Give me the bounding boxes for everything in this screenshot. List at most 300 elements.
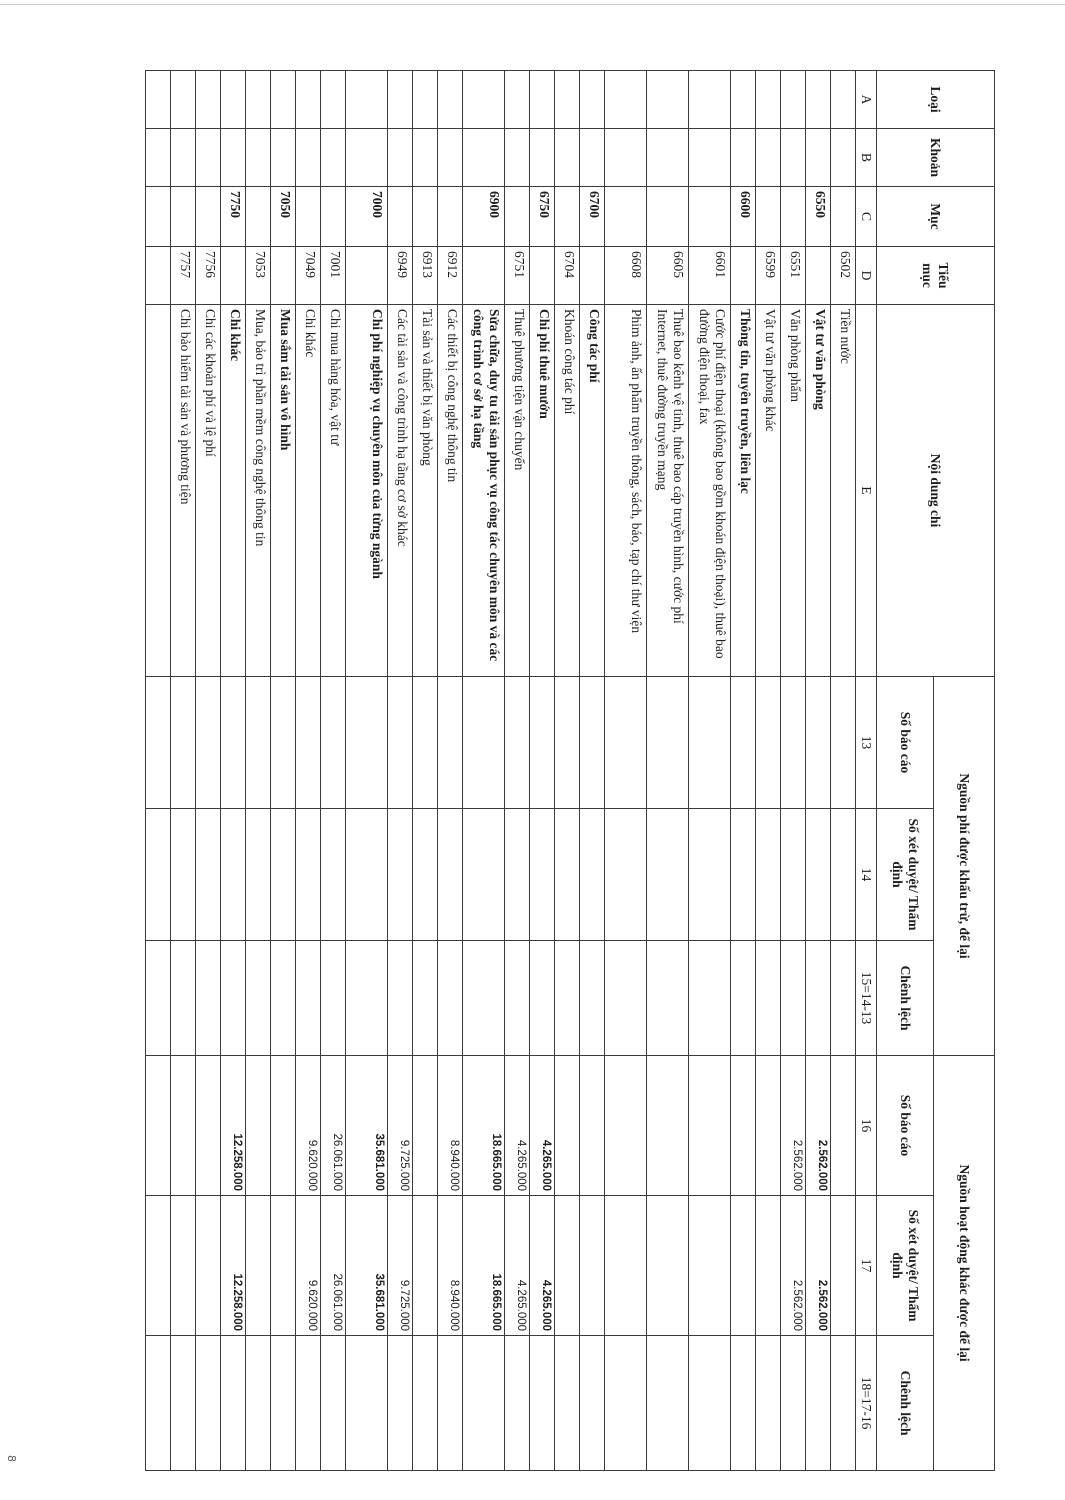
table-row (463, 71, 505, 1471)
so-xet-duyet-14-cell (580, 809, 605, 941)
khoan-cell (605, 129, 647, 187)
empty-cell (146, 941, 171, 1056)
so-bao-cao-13-cell (196, 677, 221, 809)
so-bao-cao-13-cell (438, 677, 463, 809)
chenh-lech-18-cell (271, 1336, 296, 1471)
muc-cell: 6750 (530, 187, 555, 247)
noi-dung-cell: Văn phòng phẩm (781, 305, 806, 677)
tieu-muc-cell: 7757 (171, 247, 196, 305)
chenh-lech-15-cell (530, 941, 555, 1056)
loai-cell (530, 71, 555, 129)
noi-dung-cell: Chi khác (221, 305, 246, 677)
tieu-muc-cell: 6751 (505, 247, 530, 305)
so-bao-cao-16-cell (831, 1056, 856, 1196)
so-xet-duyet-17-cell (413, 1196, 438, 1336)
tieu-muc-cell (731, 247, 756, 305)
khoan-cell (346, 129, 388, 187)
muc-cell (388, 187, 413, 247)
so-bao-cao-13-cell (530, 677, 555, 809)
chenh-lech-18-cell (756, 1336, 781, 1471)
muc-cell (605, 187, 647, 247)
loai-cell (413, 71, 438, 129)
loai-cell (831, 71, 856, 129)
so-bao-cao-16-cell (271, 1056, 296, 1196)
so-xet-duyet-14-cell (221, 809, 246, 941)
so-bao-cao-13-cell (605, 677, 647, 809)
tieu-muc-cell: 6599 (756, 247, 781, 305)
so-xet-duyet-17-cell (731, 1196, 756, 1336)
so-bao-cao-13-cell (413, 677, 438, 809)
so-xet-duyet-17-cell (605, 1196, 647, 1336)
so-bao-cao-16-cell: 4.265.000 (530, 1056, 555, 1196)
tieu-muc-cell: 6949 (388, 247, 413, 305)
loai-cell (438, 71, 463, 129)
tieu-muc-cell (346, 247, 388, 305)
table-row (781, 71, 806, 1471)
so-bao-cao-13-cell (246, 677, 271, 809)
so-xet-duyet-14-cell (806, 809, 831, 941)
rotated-page (70, 70, 995, 1470)
muc-cell (196, 187, 221, 247)
so-xet-duyet-17-cell: 9.725.000 (388, 1196, 413, 1336)
so-bao-cao-16-cell (246, 1056, 271, 1196)
chenh-lech-18-cell (171, 1336, 196, 1471)
table-row (246, 71, 271, 1471)
chenh-lech-18-cell (346, 1336, 388, 1471)
khoan-cell (413, 129, 438, 187)
table-row (530, 71, 555, 1471)
table-row (647, 71, 689, 1471)
so-xet-duyet-17-cell: 18.665.000 (463, 1196, 505, 1336)
empty-cell (146, 677, 171, 809)
muc-cell (689, 187, 731, 247)
khoan-cell (647, 129, 689, 187)
noi-dung-cell: Chi khác (296, 305, 321, 677)
noi-dung-cell: Cước phí điện thoại (không bao gồm khoán điện thoại), thuê bao đường điện thoại, fax (689, 305, 731, 677)
loai-cell (388, 71, 413, 129)
so-xet-duyet-14-cell (505, 809, 530, 941)
so-bao-cao-16-cell (756, 1056, 781, 1196)
khoan-cell (321, 129, 346, 187)
so-bao-cao-16-cell (689, 1056, 731, 1196)
so-bao-cao-13-cell (756, 677, 781, 809)
khoan-cell (221, 129, 246, 187)
tieu-muc-cell: 6912 (438, 247, 463, 305)
muc-cell (831, 187, 856, 247)
so-xet-duyet-14-cell (413, 809, 438, 941)
header-so-xet-duyet-17: Số xét duyệt/ Thẩm định (877, 1196, 934, 1336)
so-xet-duyet-17-cell: 2.562.000 (781, 1196, 806, 1336)
index-cell: A (856, 71, 877, 129)
muc-cell: 6700 (580, 187, 605, 247)
so-xet-duyet-14-cell (271, 809, 296, 941)
khoan-cell (438, 129, 463, 187)
so-bao-cao-16-cell (413, 1056, 438, 1196)
so-xet-duyet-14-cell (605, 809, 647, 941)
loai-cell (647, 71, 689, 129)
so-xet-duyet-14-cell (171, 809, 196, 941)
muc-cell (438, 187, 463, 247)
muc-cell (647, 187, 689, 247)
chenh-lech-15-cell (271, 941, 296, 1056)
noi-dung-cell: Tài sản và thiết bị văn phòng (413, 305, 438, 677)
chenh-lech-18-cell (806, 1336, 831, 1471)
tieu-muc-cell (806, 247, 831, 305)
noi-dung-cell: Thuê bao kênh vệ tinh, thuê bao cáp truyền hình, cước phí Internet, thuê đường truyền mạng (647, 305, 689, 677)
table-row (388, 71, 413, 1471)
tieu-muc-cell: 7049 (296, 247, 321, 305)
chenh-lech-18-cell (246, 1336, 271, 1471)
so-xet-duyet-17-cell: 4.265.000 (530, 1196, 555, 1336)
so-xet-duyet-14-cell (756, 809, 781, 941)
chenh-lech-18-cell (463, 1336, 505, 1471)
table-row (580, 71, 605, 1471)
table-trailing-empty (146, 71, 171, 1471)
so-bao-cao-16-cell: 26.061.000 (321, 1056, 346, 1196)
tieu-muc-cell (530, 247, 555, 305)
header-noi-dung-chi: Nội dung chi (877, 305, 995, 677)
so-bao-cao-16-cell (731, 1056, 756, 1196)
header-group-nguon-phi: Nguồn phí được khấu trừ, để lại (934, 677, 995, 1056)
so-xet-duyet-17-cell (196, 1196, 221, 1336)
index-cell: 13 (856, 677, 877, 809)
chenh-lech-18-cell (580, 1336, 605, 1471)
table-row (221, 71, 246, 1471)
empty-cell (146, 809, 171, 941)
noi-dung-cell: Tiền nước (831, 305, 856, 677)
muc-cell (246, 187, 271, 247)
chenh-lech-15-cell (388, 941, 413, 1056)
loai-cell (196, 71, 221, 129)
header-group-nguon-hoat-dong: Nguồn hoạt động khác được để lại (934, 1056, 995, 1471)
header-tieu-muc: Tiểu mục (877, 247, 995, 305)
index-cell: 15=14-13 (856, 941, 877, 1056)
noi-dung-cell: Sửa chữa, duy tu tài sản phục vụ công tác chuyên môn và các công trình cơ sở hạ tầng (463, 305, 505, 677)
muc-cell: 6900 (463, 187, 505, 247)
empty-cell (146, 305, 171, 677)
noi-dung-cell: Chi mua hàng hóa, vật tư (321, 305, 346, 677)
muc-cell (296, 187, 321, 247)
so-bao-cao-13-cell (781, 677, 806, 809)
header-chenh-lech-18: Chênh lệch (877, 1336, 934, 1471)
noi-dung-cell: Chi bảo hiểm tài sản và phương tiện (171, 305, 196, 677)
noi-dung-cell: Chi các khoản phí và lệ phí (196, 305, 221, 677)
table-row (271, 71, 296, 1471)
empty-cell (146, 1196, 171, 1336)
chenh-lech-18-cell (555, 1336, 580, 1471)
table-row-empty (146, 71, 171, 1471)
chenh-lech-18-cell (647, 1336, 689, 1471)
tieu-muc-cell: 6601 (689, 247, 731, 305)
so-xet-duyet-17-cell: 8.940.000 (438, 1196, 463, 1336)
khoan-cell (555, 129, 580, 187)
so-bao-cao-16-cell (605, 1056, 647, 1196)
so-bao-cao-13-cell (463, 677, 505, 809)
khoan-cell (196, 129, 221, 187)
chenh-lech-18-cell (731, 1336, 756, 1471)
so-xet-duyet-17-cell (831, 1196, 856, 1336)
tieu-muc-cell (580, 247, 605, 305)
khoan-cell (731, 129, 756, 187)
muc-cell: 7000 (346, 187, 388, 247)
loai-cell (171, 71, 196, 129)
chenh-lech-15-cell (221, 941, 246, 1056)
so-xet-duyet-14-cell (246, 809, 271, 941)
table-row (806, 71, 831, 1471)
khoan-cell (530, 129, 555, 187)
so-bao-cao-16-cell (580, 1056, 605, 1196)
noi-dung-cell: Vật tư văn phòng (806, 305, 831, 677)
noi-dung-cell: Thuê phương tiện vận chuyển (505, 305, 530, 677)
loai-cell (221, 71, 246, 129)
so-xet-duyet-14-cell (555, 809, 580, 941)
chenh-lech-18-cell (605, 1336, 647, 1471)
chenh-lech-15-cell (438, 941, 463, 1056)
chenh-lech-18-cell (689, 1336, 731, 1471)
page-number: 8 (5, 1455, 18, 1462)
noi-dung-cell: Khoán công tác phí (555, 305, 580, 677)
so-xet-duyet-17-cell: 12.258.000 (221, 1196, 246, 1336)
chenh-lech-18-cell (221, 1336, 246, 1471)
noi-dung-cell: Mua, bảo trì phần mềm công nghệ thông tin (246, 305, 271, 677)
muc-cell (756, 187, 781, 247)
index-cell: 17 (856, 1196, 877, 1336)
so-xet-duyet-14-cell (388, 809, 413, 941)
khoan-cell (505, 129, 530, 187)
so-bao-cao-13-cell (555, 677, 580, 809)
tieu-muc-cell: 6913 (413, 247, 438, 305)
header-loai: Loại (877, 71, 995, 129)
loai-cell (505, 71, 530, 129)
khoan-cell (388, 129, 413, 187)
so-bao-cao-16-cell: 9.725.000 (388, 1056, 413, 1196)
so-bao-cao-13-cell (580, 677, 605, 809)
loai-cell (321, 71, 346, 129)
so-bao-cao-13-cell (388, 677, 413, 809)
header-row-1 (934, 71, 995, 1471)
so-bao-cao-13-cell (296, 677, 321, 809)
loai-cell (689, 71, 731, 129)
loai-cell (271, 71, 296, 129)
so-xet-duyet-17-cell: 4.265.000 (505, 1196, 530, 1336)
so-bao-cao-16-cell: 4.265.000 (505, 1056, 530, 1196)
index-row (856, 71, 877, 1471)
chenh-lech-18-cell (413, 1336, 438, 1471)
tieu-muc-cell (271, 247, 296, 305)
table-row (756, 71, 781, 1471)
muc-cell: 7750 (221, 187, 246, 247)
empty-cell (146, 129, 171, 187)
loai-cell (781, 71, 806, 129)
muc-cell: 6600 (731, 187, 756, 247)
header-muc: Mục (877, 187, 995, 247)
loai-cell (463, 71, 505, 129)
so-xet-duyet-17-cell (246, 1196, 271, 1336)
table-row (505, 71, 530, 1471)
so-bao-cao-13-cell (806, 677, 831, 809)
chenh-lech-15-cell (171, 941, 196, 1056)
chenh-lech-15-cell (196, 941, 221, 1056)
tieu-muc-cell (221, 247, 246, 305)
so-xet-duyet-14-cell (463, 809, 505, 941)
so-bao-cao-16-cell (555, 1056, 580, 1196)
chenh-lech-15-cell (647, 941, 689, 1056)
table-row (171, 71, 196, 1471)
table-row (689, 71, 731, 1471)
table-row (321, 71, 346, 1471)
so-bao-cao-16-cell: 35.681.000 (346, 1056, 388, 1196)
index-cell: E (856, 305, 877, 677)
tieu-muc-cell (463, 247, 505, 305)
tieu-muc-cell: 7756 (196, 247, 221, 305)
header-chenh-lech-15: Chênh lệch (877, 941, 934, 1056)
so-xet-duyet-17-cell (271, 1196, 296, 1336)
so-bao-cao-13-cell (731, 677, 756, 809)
so-xet-duyet-17-cell: 2.562.000 (806, 1196, 831, 1336)
loai-cell (296, 71, 321, 129)
so-xet-duyet-17-cell (756, 1196, 781, 1336)
chenh-lech-15-cell (413, 941, 438, 1056)
so-xet-duyet-17-cell: 35.681.000 (346, 1196, 388, 1336)
loai-cell (246, 71, 271, 129)
so-xet-duyet-14-cell (689, 809, 731, 941)
index-cell: D (856, 247, 877, 305)
noi-dung-cell: Vật tư văn phòng khác (756, 305, 781, 677)
chenh-lech-15-cell (580, 941, 605, 1056)
so-xet-duyet-17-cell (555, 1196, 580, 1336)
khoan-cell (463, 129, 505, 187)
chenh-lech-15-cell (505, 941, 530, 1056)
table-row (555, 71, 580, 1471)
noi-dung-cell: Mua sắm tài sản vô hình (271, 305, 296, 677)
loai-cell (806, 71, 831, 129)
header-khoan: Khoản (877, 129, 995, 187)
so-xet-duyet-14-cell (731, 809, 756, 941)
tieu-muc-cell: 7001 (321, 247, 346, 305)
tieu-muc-cell: 6551 (781, 247, 806, 305)
index-cell: C (856, 187, 877, 247)
muc-cell (321, 187, 346, 247)
table-row (605, 71, 647, 1471)
empty-cell (146, 187, 171, 247)
so-xet-duyet-17-cell (171, 1196, 196, 1336)
table-row (831, 71, 856, 1471)
so-xet-duyet-14-cell (438, 809, 463, 941)
so-bao-cao-16-cell: 2.562.000 (781, 1056, 806, 1196)
so-xet-duyet-14-cell (530, 809, 555, 941)
so-bao-cao-13-cell (221, 677, 246, 809)
khoan-cell (246, 129, 271, 187)
loai-cell (580, 71, 605, 129)
index-cell: 14 (856, 809, 877, 941)
table-row (731, 71, 756, 1471)
so-xet-duyet-14-cell (346, 809, 388, 941)
chenh-lech-15-cell (689, 941, 731, 1056)
table-row (196, 71, 221, 1471)
chenh-lech-18-cell (388, 1336, 413, 1471)
so-bao-cao-13-cell (689, 677, 731, 809)
so-bao-cao-13-cell (346, 677, 388, 809)
so-xet-duyet-14-cell (831, 809, 856, 941)
loai-cell (605, 71, 647, 129)
muc-cell (781, 187, 806, 247)
muc-cell (413, 187, 438, 247)
so-bao-cao-13-cell (321, 677, 346, 809)
khoan-cell (580, 129, 605, 187)
so-xet-duyet-17-cell: 9.620.000 (296, 1196, 321, 1336)
index-cell: B (856, 129, 877, 187)
chenh-lech-15-cell (831, 941, 856, 1056)
so-bao-cao-16-cell (647, 1056, 689, 1196)
tieu-muc-cell: 6502 (831, 247, 856, 305)
so-bao-cao-13-cell (171, 677, 196, 809)
table-row (296, 71, 321, 1471)
empty-cell (146, 71, 171, 129)
noi-dung-cell: Chi phí nghiệp vụ chuyên môn của từng ngành (346, 305, 388, 677)
khoan-cell (271, 129, 296, 187)
so-bao-cao-13-cell (831, 677, 856, 809)
chenh-lech-15-cell (246, 941, 271, 1056)
so-bao-cao-16-cell (196, 1056, 221, 1196)
chenh-lech-18-cell (505, 1336, 530, 1471)
tieu-muc-cell: 7053 (246, 247, 271, 305)
khoan-cell (781, 129, 806, 187)
empty-cell (146, 1056, 171, 1196)
tieu-muc-cell: 6704 (555, 247, 580, 305)
chenh-lech-15-cell (806, 941, 831, 1056)
chenh-lech-15-cell (555, 941, 580, 1056)
khoan-cell (296, 129, 321, 187)
noi-dung-cell: Thông tin, tuyên truyền, liên lạc (731, 305, 756, 677)
so-xet-duyet-14-cell (781, 809, 806, 941)
muc-cell: 6550 (806, 187, 831, 247)
scan-edge-line (0, 4, 1065, 5)
chenh-lech-18-cell (321, 1336, 346, 1471)
khoan-cell (171, 129, 196, 187)
muc-cell (505, 187, 530, 247)
table-row (438, 71, 463, 1471)
index-cell: 18=17-16 (856, 1336, 877, 1471)
header-so-bao-cao-13: Số báo cáo (877, 677, 934, 809)
so-bao-cao-13-cell (647, 677, 689, 809)
so-xet-duyet-14-cell (296, 809, 321, 941)
khoan-cell (831, 129, 856, 187)
so-bao-cao-16-cell: 2.562.000 (806, 1056, 831, 1196)
budget-table (145, 70, 995, 1471)
loai-cell (346, 71, 388, 129)
chenh-lech-18-cell (530, 1336, 555, 1471)
table-row (346, 71, 388, 1471)
chenh-lech-18-cell (781, 1336, 806, 1471)
noi-dung-cell: Công tác phí (580, 305, 605, 677)
so-bao-cao-16-cell: 12.258.000 (221, 1056, 246, 1196)
chenh-lech-15-cell (781, 941, 806, 1056)
noi-dung-cell: Các thiết bị công nghệ thông tin (438, 305, 463, 677)
muc-cell (171, 187, 196, 247)
muc-cell (555, 187, 580, 247)
so-xet-duyet-14-cell (321, 809, 346, 941)
chenh-lech-18-cell (831, 1336, 856, 1471)
loai-cell (731, 71, 756, 129)
noi-dung-cell: Phim ảnh, ấn phẩm truyền thông, sách, báo, tạp chí thư viện (605, 305, 647, 677)
index-cell: 16 (856, 1056, 877, 1196)
empty-cell (146, 1336, 171, 1471)
so-xet-duyet-17-cell (647, 1196, 689, 1336)
header-so-bao-cao-16: Số báo cáo (877, 1056, 934, 1196)
khoan-cell (806, 129, 831, 187)
table-row (413, 71, 438, 1471)
chenh-lech-18-cell (296, 1336, 321, 1471)
